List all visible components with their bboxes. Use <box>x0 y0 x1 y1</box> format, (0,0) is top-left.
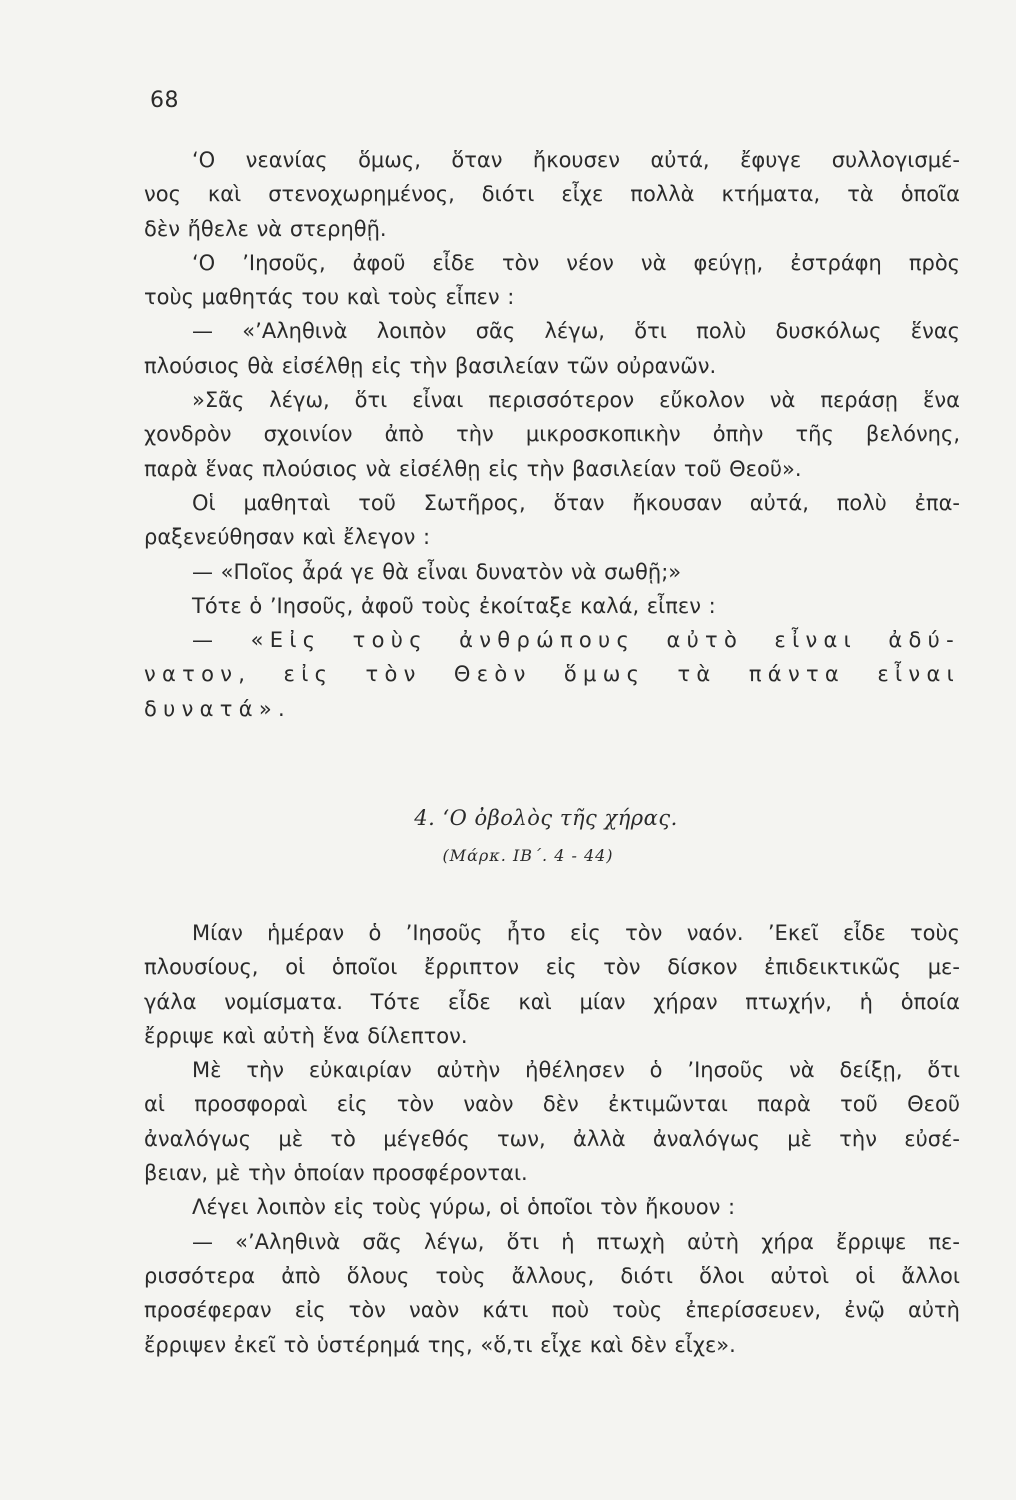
text-line: προσέφεραν εἰς τὸν ναὸν κάτι ποὺ τοὺς ἐπερίσσευεν, ἐνῷ αὐτὴ <box>144 1298 960 1323</box>
text-line: τοὺς μαθητάς του καὶ τοὺς εἶπεν : <box>144 285 515 310</box>
text-line: »Σᾶς λέγω, ὅτι εἶναι περισσότερον εὔκολον νὰ περάσῃ ἕνα <box>192 388 960 413</box>
text-line: πλούσιος θὰ εἰσέλθῃ εἰς τὴν βασιλείαν τῶν οὐρανῶν. <box>144 353 717 378</box>
text-line: γάλα νομίσματα. Τότε εἶδε καὶ μίαν χήραν πτωχήν, ἡ ὁποία <box>144 989 960 1014</box>
text-line-spaced: — «Εἰς τοὺς ἀνθρώπους αὐτὸ εἶναι ἀδύ- <box>192 628 960 653</box>
text-line: αἱ προσφοραὶ εἰς τὸν ναὸν δὲν ἐκτιμῶνται παρὰ τοῦ Θεοῦ <box>144 1092 960 1117</box>
text-line-spaced: δυνατά». <box>144 696 291 721</box>
text-line: ‘Ο νεανίας ὅμως, ὅταν ἤκουσεν αὐτά, ἔφυγε συλλογισμέ- <box>192 148 960 172</box>
text-line: ‘Ο ’Ιησοῦς, ἀφοῦ εἶδε τὸν νέον νὰ φεύγῃ, ἐστράφη πρὸς <box>192 250 960 275</box>
page-number: 68 <box>150 88 179 113</box>
text-line: Οἱ μαθηταὶ τοῦ Σωτῆρος, ὅταν ἤκουσαν αὐτά, πολὺ ἐπα- <box>192 490 960 515</box>
text-line-spaced: νατον, εἰς τὸν Θεὸν ὅμως τὰ πάντα εἶναι <box>144 662 960 687</box>
text-line: χονδρὸν σχοινίον ἀπὸ τὴν μικροσκοπικὴν ὀπὴν τῆς βελόνης, <box>144 422 960 447</box>
text-line: Τότε ὁ ’Ιησοῦς, ἀφοῦ τοὺς ἐκοίταξε καλά, εἶπεν : <box>192 593 716 618</box>
section-reference: (Μάρκ. ΙΒ΄. 4 - 44) <box>442 846 614 865</box>
text-line: βειαν, μὲ τὴν ὁποίαν προσφέρονται. <box>144 1161 528 1186</box>
text-line: ἔρριψε καὶ αὐτὴ ἕνα δίλεπτον. <box>144 1023 468 1048</box>
text-line: Μὲ τὴν εὐκαιρίαν αὐτὴν ἠθέλησεν ὁ ’Ιησοῦς νὰ δείξῃ, ὅτι <box>192 1058 960 1083</box>
text-line: ἔρριψεν ἐκεῖ τὸ ὑστέρημά της, «ὅ,τι εἶχε καὶ δὲν εἶχε». <box>144 1332 736 1357</box>
text-line: — «’Αληθινὰ σᾶς λέγω, ὅτι ἡ πτωχὴ αὐτὴ χήρα ἔρριψε πε- <box>192 1229 960 1254</box>
text-line: δὲν ἤθελε νὰ στερηθῇ. <box>144 216 387 241</box>
section-title: 4. ‘Ο ὀβολὸς τῆς χήρας. <box>414 806 678 830</box>
text-line: παρὰ ἕνας πλούσιος νὰ εἰσέλθῃ εἰς τὴν βασιλείαν τοῦ Θεοῦ». <box>144 456 802 481</box>
text-line: νος καὶ στενοχωρημένος, διότι εἶχε πολλὰ κτήματα, τὰ ὁποῖα <box>144 182 960 207</box>
text-line: Μίαν ἡμέραν ὁ ’Ιησοῦς ἦτο εἰς τὸν ναόν. ’Εκεῖ εἶδε τοὺς <box>192 921 960 945</box>
text-line: πλουσίους, οἱ ὁποῖοι ἔρριπτον εἰς τὸν δίσκον ἐπιδεικτικῶς με- <box>144 955 960 980</box>
passage-rich-young-man <box>144 143 960 726</box>
text-line: Λέγει λοιπὸν εἰς τοὺς γύρω, οἱ ὁποῖοι τὸν ἤκουον : <box>192 1195 736 1220</box>
text-line: — «’Αληθινὰ λοιπὸν σᾶς λέγω, ὅτι πολὺ δυσκόλως ἕνας <box>192 319 960 344</box>
text-line: ραξενεύθησαν καὶ ἔλεγον : <box>144 525 431 550</box>
text-line: — «Ποῖος ἆρά γε θὰ εἶναι δυνατὸν νὰ σωθῇ;» <box>192 559 682 584</box>
passage-widows-mite <box>144 916 960 1362</box>
text-line: ρισσότερα ἀπὸ ὅλους τοὺς ἄλλους, διότι ὅλοι αὐτοὶ οἱ ἄλλοι <box>144 1263 960 1288</box>
text-line: ἀναλόγως μὲ τὸ μέγεθός των, ἀλλὰ ἀναλόγως μὲ τὴν εὐσέ- <box>144 1126 960 1151</box>
